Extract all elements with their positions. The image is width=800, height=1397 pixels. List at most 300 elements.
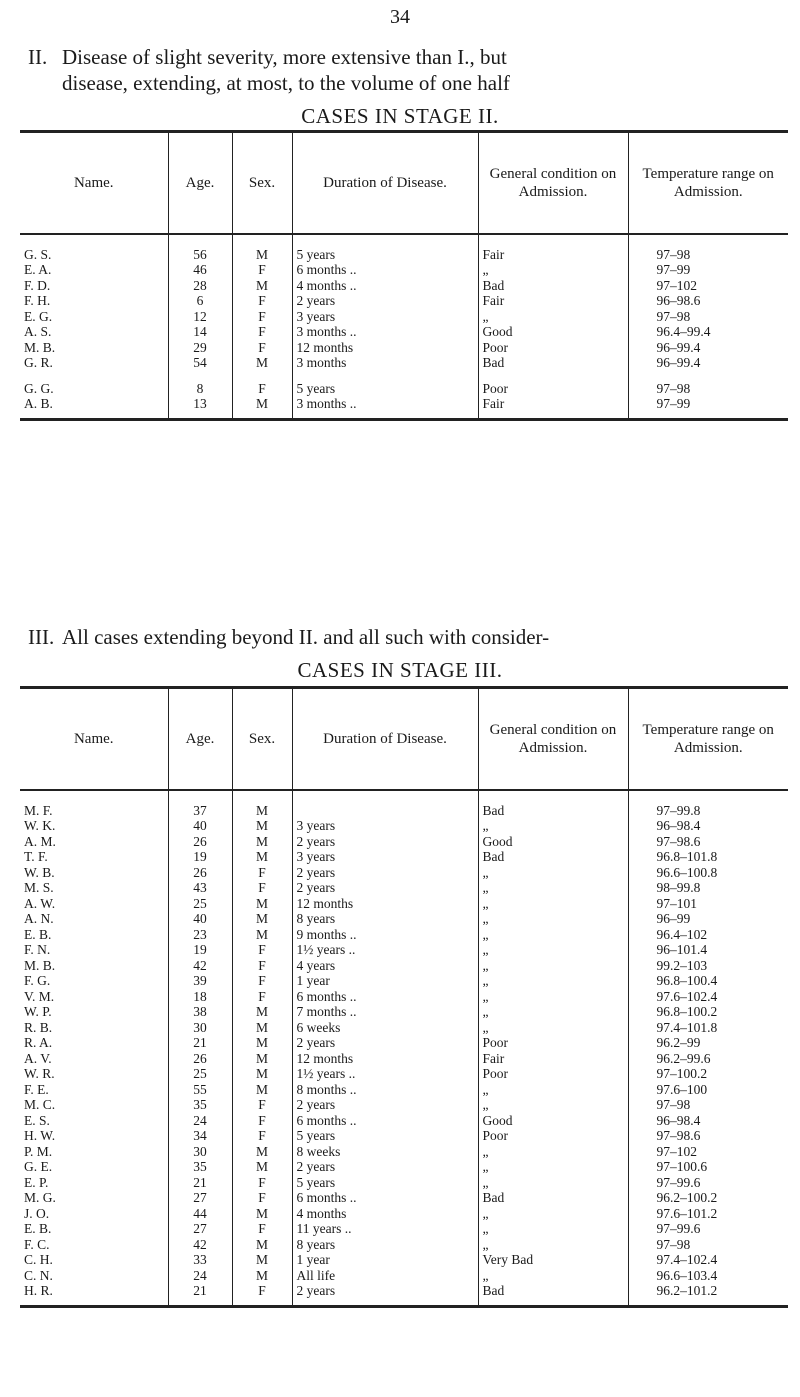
cell-temperature: 96–98.4 [628, 818, 788, 834]
cell-sex: F [232, 1128, 292, 1144]
cell-name: H. R. [24, 1283, 53, 1298]
cell-age: 18 [168, 989, 232, 1005]
table-row [20, 818, 788, 834]
header-temperature: Temperature range on Admission. [628, 132, 788, 234]
cell-sex: M [232, 396, 292, 419]
cell-condition: Fair [478, 293, 628, 309]
cell-sex: M [232, 278, 292, 294]
cell-name: A. V. [24, 1050, 52, 1066]
cell-duration: 1 year [292, 1252, 478, 1268]
cell-sex: M [232, 1051, 292, 1067]
cell-age: 24 [168, 1113, 232, 1129]
cell-duration: 2 years [292, 880, 478, 896]
cell-condition: „ [478, 942, 628, 958]
cell-duration: 2 years [292, 1035, 478, 1051]
cell-duration: 12 months [292, 1051, 478, 1067]
cell-sex: F [232, 865, 292, 881]
table-row [20, 1035, 788, 1051]
cell-duration: 3 months [292, 355, 478, 371]
cell-condition: „ [478, 1221, 628, 1237]
cell-sex: F [232, 1175, 292, 1191]
stage2-heading-line2: disease, extending, at most, to the volume of one half [62, 71, 510, 95]
cell-age: 33 [168, 1252, 232, 1268]
cell-name: E. P. [24, 1174, 49, 1190]
cell-condition: „ [478, 911, 628, 927]
cell-age: 19 [168, 849, 232, 865]
cell-temperature: 97–98 [628, 1097, 788, 1113]
cell-sex: F [232, 340, 292, 356]
cell-duration: 2 years [292, 1283, 478, 1306]
cell-temperature: 97–98 [628, 371, 788, 397]
table-row [20, 849, 788, 865]
cell-age: 13 [168, 396, 232, 419]
cell-duration: 8 weeks [292, 1144, 478, 1160]
cell-temperature: 97–99.6 [628, 1221, 788, 1237]
cell-condition: „ [478, 989, 628, 1005]
cell-age: 21 [168, 1283, 232, 1306]
header-condition: General condition on Admission. [478, 688, 628, 790]
cell-temperature: 96.4–102 [628, 927, 788, 943]
cell-temperature: 96–98.6 [628, 293, 788, 309]
cell-condition: Fair [478, 1051, 628, 1067]
cell-condition: „ [478, 1237, 628, 1253]
cell-name: F. C. [24, 1236, 50, 1252]
cell-name: W. K. [24, 818, 56, 833]
cell-age: 29 [168, 340, 232, 356]
cell-name: J. O. [24, 1205, 50, 1221]
cell-name: W. B. [24, 864, 55, 880]
cell-duration: 6 months .. [292, 1113, 478, 1129]
cell-name: A. M. [24, 833, 56, 849]
cell-age: 44 [168, 1206, 232, 1222]
table-row [20, 1221, 788, 1237]
cell-condition: „ [478, 818, 628, 834]
cell-sex: M [232, 1144, 292, 1160]
stage3-table-title: CASES IN STAGE III. [297, 658, 503, 682]
cell-temperature: 97–99 [628, 262, 788, 278]
cell-condition: Fair [478, 234, 628, 263]
table-row [20, 1004, 788, 1020]
table-row [20, 278, 788, 294]
stage2-cases-table [20, 130, 788, 421]
cell-age: 30 [168, 1020, 232, 1036]
cell-name: H. W. [24, 1128, 56, 1143]
cell-condition: „ [478, 1144, 628, 1160]
cell-condition: „ [478, 1020, 628, 1036]
cell-name: M. S. [24, 880, 54, 895]
cell-sex: M [232, 1066, 292, 1082]
cell-temperature: 97–102 [628, 1144, 788, 1160]
cell-age: 43 [168, 880, 232, 896]
table-row [20, 293, 788, 309]
cell-sex: F [232, 958, 292, 974]
cell-duration: 5 years [292, 1175, 478, 1191]
cell-condition: „ [478, 880, 628, 896]
table-row [20, 1113, 788, 1129]
cell-condition: Poor [478, 1035, 628, 1051]
cell-sex: M [232, 896, 292, 912]
cell-name: E. S. [24, 1112, 50, 1128]
cell-duration: 2 years [292, 1097, 478, 1113]
cell-sex: F [232, 942, 292, 958]
cell-temperature: 96.6–103.4 [628, 1268, 788, 1284]
cell-condition: Good [478, 834, 628, 850]
cell-temperature: 96–99.4 [628, 340, 788, 356]
cell-sex: F [232, 1190, 292, 1206]
cell-name: A. B. [24, 396, 53, 411]
cell-duration: 3 years [292, 849, 478, 865]
cell-temperature: 97–98.6 [628, 834, 788, 850]
cell-age: 35 [168, 1159, 232, 1175]
cell-sex: M [232, 234, 292, 263]
cell-duration: 4 months .. [292, 278, 478, 294]
table-row [20, 1066, 788, 1082]
cell-sex: M [232, 790, 292, 819]
table-row [20, 896, 788, 912]
stage2-table-title: CASES IN STAGE II. [301, 104, 499, 128]
cell-name: E. B. [24, 1221, 52, 1236]
table-row [20, 234, 788, 263]
cell-temperature: 96.8–100.2 [628, 1004, 788, 1020]
cell-duration: 6 months .. [292, 1190, 478, 1206]
cell-age: 38 [168, 1004, 232, 1020]
cell-name: P. M. [24, 1143, 53, 1159]
cell-duration: 3 months .. [292, 396, 478, 419]
cell-name: T. F. [24, 849, 48, 864]
cell-temperature: 96.8–101.8 [628, 849, 788, 865]
cell-sex: F [232, 973, 292, 989]
cell-duration: 6 weeks [292, 1020, 478, 1036]
cell-name: E. B. [24, 926, 52, 942]
table-row [20, 958, 788, 974]
table-row [20, 1144, 788, 1160]
cell-temperature: 97–100.6 [628, 1159, 788, 1175]
header-age: Age. [168, 132, 232, 234]
table-row [20, 1283, 788, 1306]
cell-duration: 5 years [292, 371, 478, 397]
cell-duration: 12 months [292, 340, 478, 356]
cell-age: 37 [168, 790, 232, 819]
cell-sex: F [232, 324, 292, 340]
cell-sex: F [232, 293, 292, 309]
cell-temperature: 97.4–101.8 [628, 1020, 788, 1036]
stage3-cases-table [20, 686, 788, 1308]
cell-duration: 6 months .. [292, 989, 478, 1005]
cell-duration: 8 years [292, 1237, 478, 1253]
table-row [20, 1159, 788, 1175]
cell-age: 34 [168, 1128, 232, 1144]
cell-temperature: 96.6–100.8 [628, 865, 788, 881]
cell-name: G. E. [24, 1159, 53, 1174]
table-row [20, 834, 788, 850]
cell-age: 39 [168, 973, 232, 989]
cell-sex: M [232, 1206, 292, 1222]
stage3-heading-line1: All cases extending beyond II. and all such with consider- [62, 625, 550, 649]
cell-temperature: 97–98 [628, 234, 788, 263]
cell-age: 42 [168, 1237, 232, 1253]
cell-condition: „ [478, 262, 628, 278]
cell-age: 24 [168, 1268, 232, 1284]
cell-age: 54 [168, 355, 232, 371]
cell-age: 8 [168, 371, 232, 397]
cell-condition: „ [478, 1082, 628, 1098]
cell-age: 23 [168, 927, 232, 943]
cell-age: 42 [168, 958, 232, 974]
cell-temperature: 97.4–102.4 [628, 1252, 788, 1268]
cell-name: A. N. [24, 911, 54, 926]
cell-duration: 7 months .. [292, 1004, 478, 1020]
cell-duration: 2 years [292, 865, 478, 881]
cell-duration: 3 years [292, 309, 478, 325]
cell-condition: Bad [478, 1283, 628, 1306]
cell-age: 6 [168, 293, 232, 309]
cell-duration: 8 months .. [292, 1082, 478, 1098]
cell-condition: Bad [478, 790, 628, 819]
cell-temperature: 97–102 [628, 278, 788, 294]
cell-temperature: 97–98 [628, 309, 788, 325]
cell-sex: F [232, 371, 292, 397]
table-row [20, 942, 788, 958]
cell-condition: Very Bad [478, 1252, 628, 1268]
cell-duration: 12 months [292, 896, 478, 912]
cell-sex: F [232, 989, 292, 1005]
table-row [20, 1097, 788, 1113]
cell-duration [292, 790, 478, 819]
cell-sex: M [232, 1035, 292, 1051]
cell-name: M. F. [24, 802, 53, 818]
table-row [20, 1175, 788, 1191]
cell-age: 35 [168, 1097, 232, 1113]
stage3-heading-number: III. [28, 625, 55, 649]
table-row [20, 1237, 788, 1253]
header-duration: Duration of Disease. [292, 132, 478, 234]
table-row [20, 396, 788, 419]
cell-condition: „ [478, 927, 628, 943]
cell-name: M. B. [24, 957, 56, 973]
table-row [20, 880, 788, 896]
cell-temperature: 96.2–99 [628, 1035, 788, 1051]
cell-sex: F [232, 1283, 292, 1306]
cell-condition: „ [478, 1004, 628, 1020]
table-row [20, 790, 788, 819]
cell-temperature: 97–98 [628, 1237, 788, 1253]
cell-temperature: 97–99.6 [628, 1175, 788, 1191]
table-row [20, 927, 788, 943]
cell-name: F. N. [24, 942, 51, 957]
cell-duration: 11 years .. [292, 1221, 478, 1237]
cell-age: 28 [168, 278, 232, 294]
cell-age: 30 [168, 1144, 232, 1160]
cell-name: F. G. [24, 973, 51, 988]
cell-age: 19 [168, 942, 232, 958]
cell-duration: 3 years [292, 818, 478, 834]
cell-condition: Good [478, 324, 628, 340]
header-name: Name. [20, 132, 168, 234]
cell-sex: M [232, 834, 292, 850]
table-row [20, 989, 788, 1005]
cell-sex: M [232, 1082, 292, 1098]
cell-temperature: 97–98.6 [628, 1128, 788, 1144]
table-row [20, 973, 788, 989]
table-row [20, 911, 788, 927]
table-row [20, 1206, 788, 1222]
cell-age: 25 [168, 896, 232, 912]
cell-sex: M [232, 1020, 292, 1036]
cell-name: C. N. [24, 1267, 53, 1283]
cell-age: 55 [168, 1082, 232, 1098]
cell-age: 14 [168, 324, 232, 340]
cell-sex: F [232, 1221, 292, 1237]
page-number: 34 [390, 6, 410, 28]
cell-duration: 4 months [292, 1206, 478, 1222]
cell-temperature: 97.6–102.4 [628, 989, 788, 1005]
cell-condition: Fair [478, 396, 628, 419]
cell-temperature: 98–99.8 [628, 880, 788, 896]
cell-condition: „ [478, 1175, 628, 1191]
cell-age: 40 [168, 911, 232, 927]
table-row [20, 1082, 788, 1098]
cell-age: 12 [168, 309, 232, 325]
cell-sex: M [232, 911, 292, 927]
cell-name: V. M. [24, 988, 55, 1004]
cell-duration: 3 months .. [292, 324, 478, 340]
cell-duration: 2 years [292, 1159, 478, 1175]
cell-duration: All life [292, 1268, 478, 1284]
stage2-heading [28, 44, 788, 96]
cell-name: E. G. [24, 308, 53, 324]
table-row [20, 1020, 788, 1036]
cell-name: E. A. [24, 262, 52, 277]
cell-duration: 5 years [292, 234, 478, 263]
cell-condition: „ [478, 896, 628, 912]
cell-condition: „ [478, 1206, 628, 1222]
header-duration: Duration of Disease. [292, 688, 478, 790]
cell-temperature: 96–99 [628, 911, 788, 927]
cell-sex: F [232, 880, 292, 896]
cell-duration: 4 years [292, 958, 478, 974]
cell-duration: 1 year [292, 973, 478, 989]
cell-condition: „ [478, 973, 628, 989]
cell-age: 21 [168, 1035, 232, 1051]
cell-temperature: 96.2–101.2 [628, 1283, 788, 1306]
cell-name: R. A. [24, 1035, 53, 1050]
cell-temperature: 96.4–99.4 [628, 324, 788, 340]
cell-temperature: 96–98.4 [628, 1113, 788, 1129]
table-row [20, 371, 788, 397]
cell-age: 27 [168, 1190, 232, 1206]
header-condition: General condition on Admission. [478, 132, 628, 234]
cell-sex: M [232, 927, 292, 943]
cell-sex: M [232, 355, 292, 371]
cell-duration: 1½ years .. [292, 942, 478, 958]
cell-name: G. G. [24, 380, 54, 396]
stage2-header-row [20, 132, 788, 234]
cell-name: F. E. [24, 1081, 49, 1097]
cell-name: M. B. [24, 339, 56, 355]
cell-age: 46 [168, 262, 232, 278]
cell-temperature: 96.2–100.2 [628, 1190, 788, 1206]
table-row [20, 340, 788, 356]
stage3-heading [28, 624, 788, 650]
cell-temperature: 97.6–101.2 [628, 1206, 788, 1222]
table-row [20, 262, 788, 278]
cell-sex: M [232, 1004, 292, 1020]
cell-duration: 2 years [292, 293, 478, 309]
cell-age: 26 [168, 1051, 232, 1067]
cell-name: F. D. [24, 277, 51, 293]
cell-temperature: 97–99 [628, 396, 788, 419]
cell-condition: Poor [478, 1128, 628, 1144]
cell-sex: M [232, 1252, 292, 1268]
table-row [20, 1252, 788, 1268]
stage3-header-row [20, 688, 788, 790]
cell-sex: F [232, 1097, 292, 1113]
cell-temperature: 96–101.4 [628, 942, 788, 958]
cell-name: W. P. [24, 1004, 52, 1019]
table-row [20, 865, 788, 881]
header-age: Age. [168, 688, 232, 790]
cell-duration: 2 years [292, 834, 478, 850]
cell-condition: Bad [478, 355, 628, 371]
cell-duration: 1½ years .. [292, 1066, 478, 1082]
cell-temperature: 97.6–100 [628, 1082, 788, 1098]
cell-temperature: 96.2–99.6 [628, 1051, 788, 1067]
cell-duration: 5 years [292, 1128, 478, 1144]
cell-sex: M [232, 1268, 292, 1284]
cell-name: R. B. [24, 1019, 53, 1035]
cell-condition: „ [478, 1097, 628, 1113]
cell-age: 27 [168, 1221, 232, 1237]
cell-age: 40 [168, 818, 232, 834]
header-name: Name. [20, 688, 168, 790]
cell-temperature: 96–99.4 [628, 355, 788, 371]
table-row [20, 355, 788, 371]
cell-name: C. H. [24, 1252, 53, 1267]
stage2-heading-number: II. [28, 45, 48, 69]
cell-condition: Good [478, 1113, 628, 1129]
cell-duration: 8 years [292, 911, 478, 927]
cell-age: 21 [168, 1175, 232, 1191]
cell-temperature: 96.8–100.4 [628, 973, 788, 989]
cell-duration: 6 months .. [292, 262, 478, 278]
cell-condition: Poor [478, 340, 628, 356]
cell-sex: M [232, 849, 292, 865]
cell-age: 26 [168, 834, 232, 850]
table-row [20, 1128, 788, 1144]
cell-condition: Bad [478, 849, 628, 865]
cell-condition: Bad [478, 1190, 628, 1206]
cell-sex: M [232, 1159, 292, 1175]
cell-name: G. S. [24, 246, 52, 262]
header-sex: Sex. [232, 132, 292, 234]
cell-sex: F [232, 262, 292, 278]
table-row [20, 324, 788, 340]
cell-sex: F [232, 309, 292, 325]
cell-condition: „ [478, 1159, 628, 1175]
cell-age: 26 [168, 865, 232, 881]
header-sex: Sex. [232, 688, 292, 790]
cell-name: M. C. [24, 1097, 56, 1112]
cell-condition: „ [478, 865, 628, 881]
table-row [20, 1051, 788, 1067]
cell-temperature: 97–100.2 [628, 1066, 788, 1082]
cell-condition: „ [478, 309, 628, 325]
cell-name: W. R. [24, 1066, 55, 1081]
cell-age: 56 [168, 234, 232, 263]
cell-condition: „ [478, 958, 628, 974]
cell-condition: Bad [478, 278, 628, 294]
header-temperature: Temperature range on Admission. [628, 688, 788, 790]
